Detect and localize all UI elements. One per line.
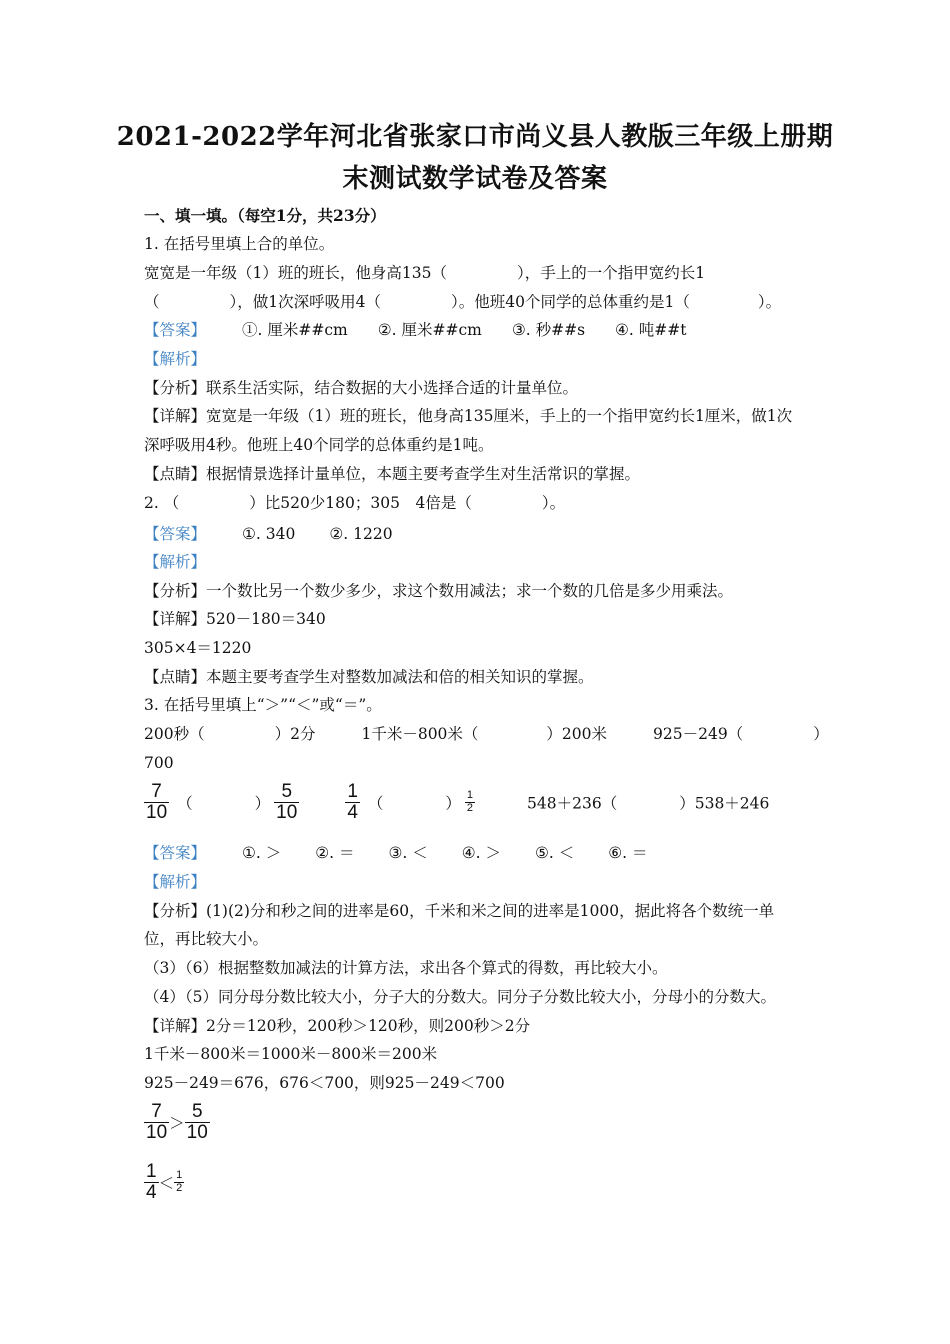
q1-text-f: ）。 (757, 293, 782, 311)
fraction-numerator: 7 (144, 782, 169, 803)
q1-xiangjie-2: 深呼吸用4秒。他班上40个同学的总体重约是1吨。 (144, 436, 494, 454)
answer-tag: 【答案】 (144, 321, 207, 339)
q3-answer-2: ②. ＝ (315, 844, 355, 862)
q1-jiexi-tag: 【解析】 (144, 350, 207, 368)
q2-stem-a: 2. （ (144, 494, 180, 512)
fraction-denominator: 2 (176, 1181, 183, 1194)
fraction (144, 782, 169, 823)
fraction-numerator: 5 (274, 782, 299, 803)
q3-row-2 (144, 782, 769, 823)
paren-close: ） (254, 794, 271, 813)
q2-stem (144, 493, 565, 513)
q1-text-c: （ (144, 293, 160, 311)
q3-fenxi-3: （3）（6）根据整数加减法的计算方法，求出各个算式的得数，再比较大小。 (144, 959, 668, 977)
q3-answer-5: ⑤. ＜ (535, 844, 575, 862)
q1-answer-row (144, 320, 686, 340)
q3-stem: 3. 在括号里填上“＞”“＜”或“＝”。 (144, 696, 382, 714)
fraction-numerator: 1 (176, 1169, 183, 1182)
fraction (185, 1102, 210, 1143)
title-line-2: 末测试数学试卷及答案 (342, 164, 608, 194)
q3-row-1-cont: 700 (144, 754, 174, 772)
q3-jiexi-tag: 【解析】 (144, 873, 207, 891)
fraction-numerator: 1 (146, 1161, 157, 1182)
fraction (465, 790, 475, 814)
q2-answer-2: ②. 1220 (329, 525, 393, 543)
section-heading: 一、填一填。（每空1分，共23分） (144, 206, 386, 225)
q1-stem: 1. 在括号里填上合的单位。 (144, 235, 335, 253)
q3-xiangjie-1: 【详解】2分＝120秒，200秒＞120秒，则200秒＞2分 (144, 1017, 531, 1035)
q3-answer-1: ①. ＞ (242, 844, 282, 862)
fraction-denominator: 10 (186, 1121, 208, 1143)
paren-open: （ (367, 794, 384, 813)
q1-text-e: ）。他班40个同学的总体重约是1（ (451, 293, 690, 311)
q3-item-c2: ） (813, 725, 829, 743)
q1-answer-2: ②. 厘米##cm (377, 321, 482, 339)
q1-text-d: ），做1次深呼吸用4（ (229, 293, 381, 311)
q3-item-e1: 548＋236（ (527, 794, 618, 813)
compare-operator: ＞ (169, 1114, 185, 1133)
fraction-denominator: 4 (146, 1181, 157, 1203)
q3-answer-6: ⑥. ＝ (608, 844, 648, 862)
q2-fenxi: 【分析】一个数比另一个数少多少，求这个数用减法；求一个数的几倍是多少用乘法。 (144, 582, 734, 600)
q1-xiangjie-1: 【详解】宽宽是一年级（1）班的班长，他身高135厘米，手上的一个指甲宽约长1厘米，做1次 (144, 407, 793, 425)
q3-fenxi-4: （4）（5）同分母分数比较大小，分子大的分数大。同分子分数比较大小，分母小的分数大。 (144, 988, 776, 1006)
q3-item-c1: 925－249（ (653, 725, 744, 743)
q2-answer-row (144, 524, 393, 544)
q1-text-b: ），手上的一个指甲宽约长1 (516, 264, 706, 282)
q3-item-b2: ）200米 (546, 725, 608, 743)
q1-fenxi: 【分析】联系生活实际，结合数据的大小选择合适的计量单位。 (144, 379, 579, 397)
q1-answer-1: ①. 厘米##cm (242, 321, 348, 339)
fraction-numerator: 7 (144, 1102, 169, 1123)
q2-jiexi-tag: 【解析】 (144, 553, 207, 571)
q2-dianjing: 【点睛】本题主要考查学生对整数加减法和倍的相关知识的掌握。 (144, 668, 594, 686)
q3-fenxi-2: 位，再比较大小。 (144, 930, 269, 948)
q3-compare-2 (144, 1162, 184, 1203)
q2-stem-b: ）比520少180；305 4倍是（ (249, 494, 472, 512)
fraction (174, 1170, 184, 1194)
answer-tag: 【答案】 (144, 844, 207, 862)
fraction-denominator: 10 (146, 801, 168, 823)
fraction-numerator: 5 (185, 1102, 210, 1123)
q1-dianjing: 【点睛】根据情景选择计量单位，本题主要考查学生对生活常识的掌握。 (144, 465, 641, 483)
paren-close: ） (445, 794, 461, 813)
fraction (274, 782, 299, 823)
q3-item-e2: ）538＋246 (679, 794, 770, 813)
fraction-denominator: 10 (146, 1121, 168, 1143)
q2-stem-c: ）。 (541, 494, 566, 512)
answer-tag: 【答案】 (144, 525, 207, 543)
q2-answer-1: ①. 340 (242, 525, 296, 543)
q1-text-line-1 (144, 263, 705, 283)
q2-xiangjie-2: 305×4＝1220 (144, 639, 252, 657)
q3-answer-3: ③. ＜ (388, 844, 428, 862)
fraction (144, 1102, 169, 1143)
title-line-1: 2021-2022学年河北省张家口市尚义县人教版三年级上册期 (116, 122, 834, 152)
q3-xiangjie-3: 925－249＝676，676＜700，则925－249＜700 (144, 1074, 505, 1092)
compare-operator: ＜ (158, 1174, 175, 1193)
q3-item-b1: 1千米－800米（ (361, 725, 479, 743)
q3-answer-4: ④. ＞ (461, 844, 502, 862)
q3-compare-1 (144, 1102, 210, 1143)
q3-item-a1: 200秒（ (144, 725, 205, 743)
q1-text-line-2 (144, 292, 781, 312)
q1-answer-4: ④. 吨##t (615, 321, 687, 339)
fraction-numerator: 1 (466, 789, 474, 802)
fraction-denominator: 2 (466, 801, 474, 814)
q1-text-a: 宽宽是一年级（1）班的班长，他身高135（ (144, 264, 447, 282)
fraction (345, 782, 360, 823)
fraction-denominator: 10 (276, 801, 298, 823)
q2-xiangjie-1: 【详解】520－180＝340 (144, 610, 326, 628)
q3-xiangjie-2: 1千米－800米＝1000米－800米＝200米 (144, 1045, 438, 1063)
q1-answer-3: ③. 秒##s (511, 321, 586, 339)
q3-fenxi-1: 【分析】(1)(2)分和秒之间的进率是60，千米和米之间的进率是1000，据此将各个数统一单 (144, 902, 775, 920)
fraction-denominator: 4 (347, 801, 358, 823)
fraction (144, 1162, 159, 1203)
q3-row-1 (144, 724, 829, 744)
q3-answer-row (144, 843, 648, 863)
paren-open: （ (177, 794, 193, 813)
fraction-numerator: 1 (347, 781, 358, 802)
q3-item-a2: ）2分 (274, 725, 316, 743)
